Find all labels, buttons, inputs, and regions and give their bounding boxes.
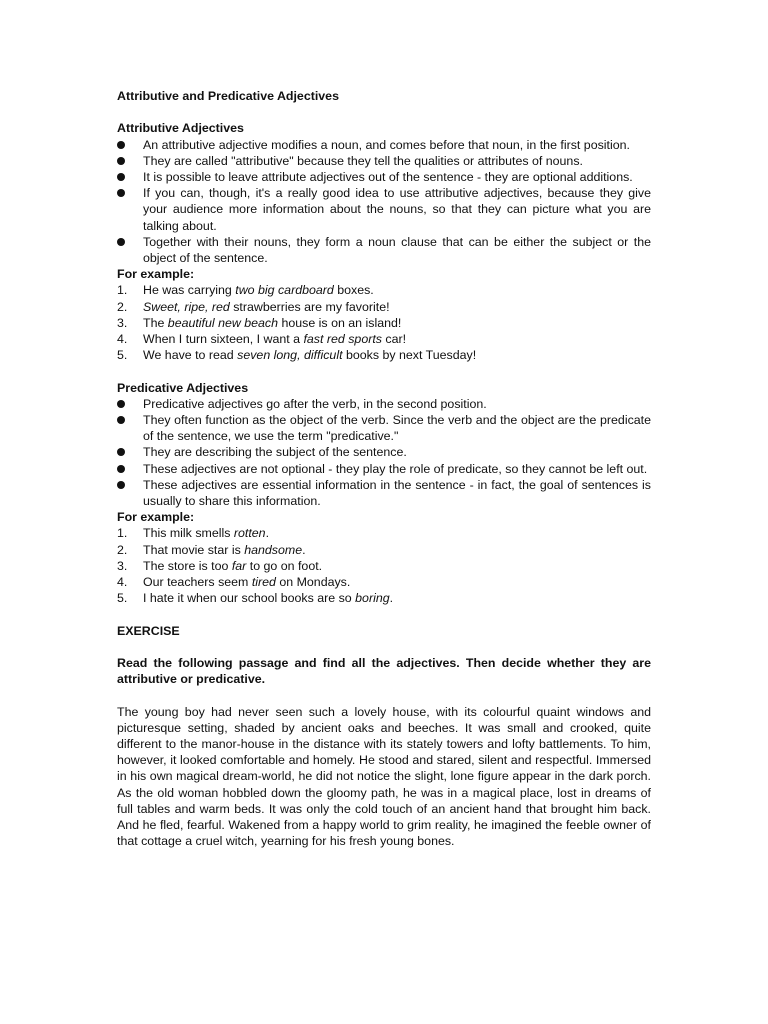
example-text-before: The store is too: [143, 558, 232, 573]
predicative-bullet-item: Predicative adjectives go after the verb, in the second position.: [117, 396, 651, 412]
predicative-example-item: [117, 542, 651, 558]
attributive-bullet-item: Together with their nouns, they form a noun clause that can be either the subject or the object of the sentence.: [117, 234, 651, 266]
example-number: 1.: [117, 283, 128, 298]
example-text-before: The: [143, 315, 168, 330]
example-adjective: seven long, difficult: [237, 348, 343, 363]
spacer: [117, 104, 651, 120]
predicative-bullet-item: These adjectives are essential information in the sentence - in fact, the goal of sentences is usually to share this information.: [117, 477, 651, 509]
document-title: Attributive and Predicative Adjectives: [117, 89, 339, 103]
attributive-example-item: [117, 315, 651, 331]
example-number: 5.: [117, 591, 128, 606]
example-number: 3.: [117, 558, 128, 573]
example-text-after: .: [389, 591, 394, 606]
example-text-after: house is on an island!: [278, 315, 402, 330]
exercise-passage: The young boy had never seen such a lovely house, with its colourful quaint windows and picturesque setting, shaded by ancient oaks and beeches. It was small and crooked, quite different to the manor-house in the distance with its stately towers and lofty battlements. To him, however, it looked comfortable and homely. He stood and stared, silent and respectful. Immersed in his own magical dream-world, he did not notice the slight, lone figure appear in the dark porch. As the old woman hobbled down the gloomy path, he was in a magical place, lost in dreams of full tables and warm beds. It was only the cold touch of an ancient hand that brought him back. And he fled, fearful. Wakened from a happy world to grim reality, he imagined the feeble owner of that cottage a cruel witch, yearning for his fresh young bones.: [117, 704, 651, 849]
example-number: 2.: [117, 542, 128, 557]
spacer: [117, 363, 651, 379]
example-adjective: Sweet, ripe, red: [143, 299, 230, 314]
spacer: [117, 687, 651, 703]
example-text-after: .: [265, 526, 270, 541]
predicative-bullet-item: They often function as the object of the verb. Since the verb and the object are the predicate of the sentence, we use the term "predicative.": [117, 412, 651, 444]
example-text-before: Our teachers seem: [143, 575, 252, 590]
attributive-example-item: [117, 299, 651, 315]
example-adjective: beautiful new beach: [167, 315, 279, 330]
attributive-bullet-item: If you can, though, it's a really good idea to use attributive adjectives, because they give your audience more information about the nouns, so that they can picture what you are talking about.: [117, 185, 651, 234]
predicative-example-list: [117, 525, 651, 606]
example-number: 5.: [117, 348, 128, 363]
attributive-example-item: [117, 347, 651, 363]
example-text-after: boxes.: [333, 283, 374, 298]
example-text-before: I hate it when our school books are so: [143, 591, 356, 606]
example-adjective: fast red sports: [303, 332, 382, 347]
example-text-before: When I turn sixteen, I want a: [143, 332, 304, 347]
attributive-example-item: [117, 331, 651, 347]
example-text-after: books by next Tuesday!: [342, 348, 477, 363]
exercise-instruction: Read the following passage and find all the adjectives. Then decide whether they are attributive or predicative.: [117, 656, 651, 687]
example-text-after: car!: [381, 332, 407, 347]
example-adjective: two big cardboard: [235, 283, 334, 298]
example-text-after: strawberries are my favorite!: [229, 299, 390, 314]
attributive-bullet-item: It is possible to leave attribute adjectives out of the sentence - they are optional additions.: [117, 169, 651, 185]
predicative-example-item: [117, 574, 651, 590]
document-page: [117, 88, 651, 849]
example-text-before: That movie star is: [143, 542, 245, 557]
example-text-after: .: [302, 542, 306, 557]
attributive-bullet-item: An attributive adjective modifies a noun, and comes before that noun, in the first position.: [117, 137, 651, 153]
example-number: 4.: [117, 332, 128, 347]
predicative-example-item: [117, 525, 651, 541]
predicative-example-item: [117, 558, 651, 574]
example-text-before: This milk smells: [143, 526, 234, 541]
attributive-example-label: For example:: [117, 267, 195, 282]
example-text-after: to go on foot.: [246, 558, 323, 573]
example-text-after: on Mondays.: [275, 575, 351, 590]
example-adjective: boring: [355, 591, 390, 606]
example-number: 1.: [117, 526, 128, 541]
predicative-heading: Predicative Adjectives: [117, 380, 249, 395]
attributive-bullet-item: They are called "attributive" because they tell the qualities or attributes of nouns.: [117, 153, 651, 169]
example-text-before: We have to read: [143, 348, 238, 363]
predicative-bullet-item: They are describing the subject of the sentence.: [117, 444, 651, 460]
example-adjective: tired: [251, 575, 276, 590]
predicative-bullet-list: [117, 396, 651, 509]
example-number: 2.: [117, 299, 128, 314]
example-adjective: handsome: [244, 542, 303, 557]
example-adjective: far: [231, 558, 247, 573]
attributive-example-list: [117, 282, 651, 363]
exercise-heading: EXERCISE: [117, 623, 180, 638]
example-adjective: rotten: [233, 526, 266, 541]
spacer: [117, 639, 651, 655]
attributive-example-item: [117, 282, 651, 298]
predicative-example-item: [117, 590, 651, 606]
predicative-bullet-item: These adjectives are not optional - they play the role of predicate, so they cannot be left out.: [117, 461, 651, 477]
spacer: [117, 606, 651, 622]
attributive-bullet-list: [117, 137, 651, 267]
attributive-heading: Attributive Adjectives: [117, 121, 244, 136]
example-number: 4.: [117, 575, 128, 590]
predicative-example-label: For example:: [117, 510, 195, 525]
example-text-before: He was carrying: [143, 283, 236, 298]
example-number: 3.: [117, 315, 128, 330]
